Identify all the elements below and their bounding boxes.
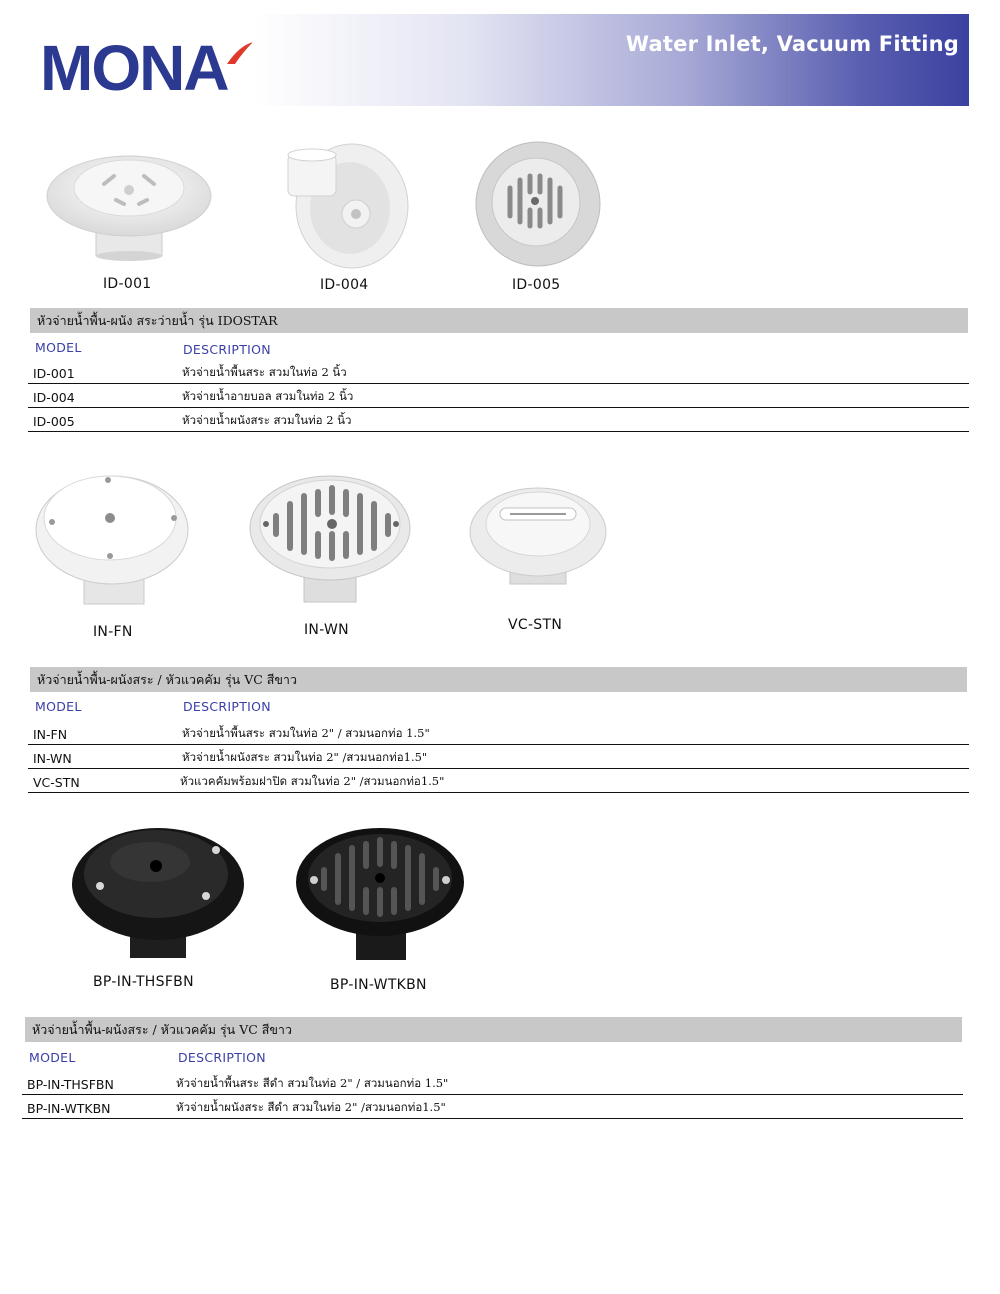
mona-logo — [40, 22, 240, 102]
product-image-in-wn — [248, 474, 412, 606]
model-column-header: MODEL — [35, 340, 82, 355]
description-cell: หัวจ่ายน้ำผนังสระ สวมในท่อ 2" /สวมนอกท่อ1.5" — [182, 750, 428, 764]
table-row — [22, 1095, 963, 1119]
product-label: ID-001 — [103, 276, 152, 292]
product-image-id-005 — [472, 140, 604, 268]
product-label: IN-WN — [304, 622, 349, 638]
description-cell: หัวจ่ายน้ำผนังสระ สวมในท่อ 2 นิ้ว — [182, 413, 352, 427]
product-label: ID-005 — [512, 277, 561, 293]
description-column-header: DESCRIPTION — [178, 1050, 266, 1065]
model-cell: ID-005 — [33, 414, 75, 429]
model-cell: ID-001 — [33, 366, 75, 381]
model-cell: VC-STN — [33, 775, 80, 790]
description-cell: หัวจ่ายน้ำพื้นสระ สวมในท่อ 2 นิ้ว — [182, 365, 347, 379]
table-row — [22, 1071, 963, 1095]
description-cell: หัวแวคคัมพร้อมฝาปิด สวมในท่อ 2" /สวมนอกท่อ1.5" — [180, 774, 445, 788]
product-image-vc-stn — [466, 484, 608, 588]
product-image-in-fn — [32, 470, 192, 608]
section-title-bar: หัวจ่ายน้ำพื้น-ผนังสระ / หัวแวคคัม รุ่น VC สีขาว — [30, 667, 967, 692]
product-label: BP-IN-THSFBN — [93, 974, 194, 990]
model-cell: BP-IN-THSFBN — [27, 1077, 114, 1092]
page-title: Water Inlet, Vacuum Fitting — [625, 32, 959, 56]
product-label: IN-FN — [93, 624, 133, 640]
table-row — [28, 360, 969, 384]
logo-text: MONA — [40, 32, 228, 104]
model-column-header: MODEL — [35, 699, 82, 714]
model-cell: IN-FN — [33, 727, 68, 742]
description-cell: หัวจ่ายน้ำอายบอล สวมในท่อ 2 นิ้ว — [182, 389, 354, 403]
table-row — [28, 408, 969, 432]
table-row — [28, 769, 969, 793]
product-label: BP-IN-WTKBN — [330, 977, 427, 993]
header-banner — [252, 14, 969, 106]
description-cell: หัวจ่ายน้ำพื้นสระ สวมในท่อ 2" / สวมนอกท่อ 1.5" — [182, 726, 430, 740]
product-image-bp-in-wtkbn — [294, 824, 466, 964]
product-image-id-001 — [44, 148, 214, 263]
product-image-id-004 — [284, 140, 410, 270]
table-row — [28, 721, 969, 745]
model-cell: BP-IN-WTKBN — [27, 1101, 111, 1116]
product-image-bp-in-thsfbn — [70, 822, 246, 962]
section-title-bar: หัวจ่ายน้ำพื้น-ผนัง สระว่ายน้ำ รุ่น IDOSTAR — [30, 308, 968, 333]
table-row — [28, 384, 969, 408]
description-cell: หัวจ่ายน้ำพื้นสระ สีดำ สวมในท่อ 2" / สวมนอกท่อ 1.5" — [176, 1076, 449, 1090]
product-label: ID-004 — [320, 277, 369, 293]
logo-accent-icon — [225, 42, 255, 66]
description-column-header: DESCRIPTION — [183, 342, 271, 357]
description-cell: หัวจ่ายน้ำผนังสระ สีดำ สวมในท่อ 2" /สวมนอกท่อ1.5" — [176, 1100, 446, 1114]
model-cell: IN-WN — [33, 751, 72, 766]
description-column-header: DESCRIPTION — [183, 699, 271, 714]
model-column-header: MODEL — [29, 1050, 76, 1065]
product-label: VC-STN — [508, 617, 563, 633]
section-title-bar: หัวจ่ายน้ำพื้น-ผนังสระ / หัวแวคคัม รุ่น VC สีขาว — [25, 1017, 962, 1042]
model-cell: ID-004 — [33, 390, 75, 405]
table-row — [28, 745, 969, 769]
